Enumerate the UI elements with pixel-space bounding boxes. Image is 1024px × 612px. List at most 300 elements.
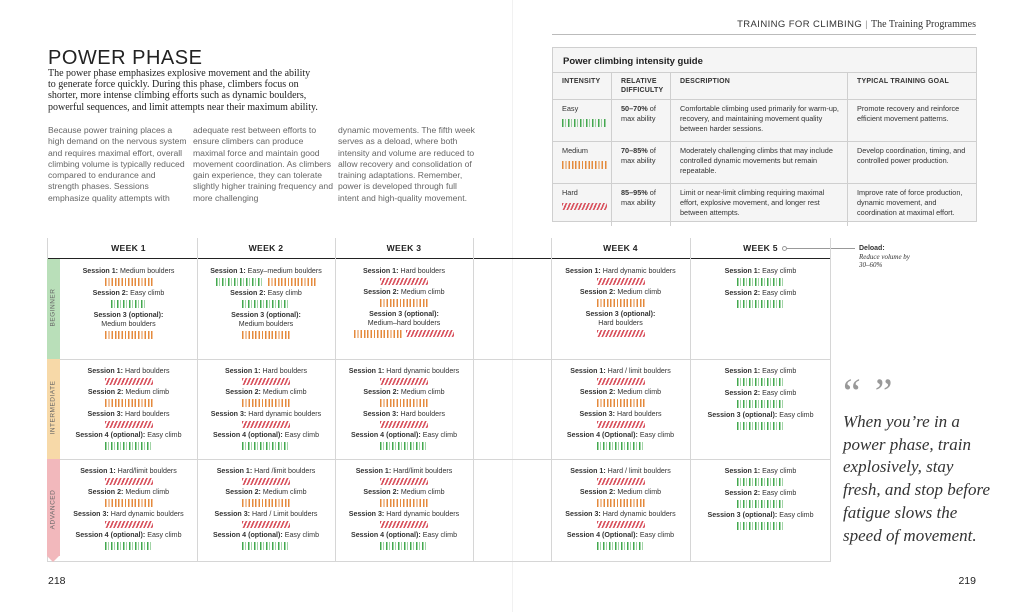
session-text xyxy=(565,510,675,519)
hard-intensity-bar xyxy=(380,521,428,528)
session-text xyxy=(88,388,169,397)
session-intensity-bars xyxy=(597,297,645,310)
page-number-left: 218 xyxy=(48,575,66,587)
session-text xyxy=(80,467,177,476)
medium-intensity-bar xyxy=(268,278,316,286)
medium-intensity-bar xyxy=(354,330,402,338)
session-text xyxy=(213,531,319,540)
schedule-cell xyxy=(335,267,473,341)
header-description: DESCRIPTION xyxy=(671,73,848,100)
medium-intensity-bar xyxy=(105,399,153,407)
easy-intensity-bar xyxy=(597,442,645,450)
session-intensity-bars xyxy=(597,519,645,531)
session-text xyxy=(225,488,306,497)
session-label: Session 2: xyxy=(87,488,124,496)
session-intensity-bars xyxy=(380,440,428,453)
session-label: Session 2: xyxy=(363,388,399,396)
intensity-name: Easy xyxy=(562,104,579,113)
schedule-cell xyxy=(551,367,690,453)
session-intensity-bars xyxy=(597,397,645,410)
intensity-name: Medium xyxy=(562,146,588,155)
schedule-cell xyxy=(197,267,335,342)
easy-intensity-bar xyxy=(242,542,290,550)
session-detail: Easy climb xyxy=(760,289,797,297)
schedule-cell xyxy=(551,267,690,340)
difficulty-suffix: of max ability xyxy=(621,188,656,207)
hard-intensity-bar xyxy=(597,330,645,337)
session-label: Session 1: xyxy=(724,467,761,475)
session-label: Session 2: xyxy=(363,488,399,496)
session-text xyxy=(725,267,797,276)
session-detail: Hard / limit boulders xyxy=(605,367,671,375)
session-label: Session 2: xyxy=(724,489,761,497)
deload-title: Deload: xyxy=(859,245,885,252)
schedule-column-divider xyxy=(473,238,474,562)
session-detail: Medium climb xyxy=(615,288,662,296)
hard-intensity-bar xyxy=(562,203,607,210)
session-intensity-bars xyxy=(380,276,428,288)
session-detail: Medium climb xyxy=(398,488,445,496)
body-column-3: dynamic movements. The fifth week serves as a deload, where both intensity and volume are reduced to allow recovery and consolidation of training adaptations. Remember, power is developed through full intent and high-quality movement. xyxy=(338,125,475,203)
session-intensity-bars xyxy=(242,329,290,342)
session-text xyxy=(363,267,445,276)
header-rule xyxy=(552,34,976,35)
hard-intensity-bar xyxy=(380,478,428,485)
session-text xyxy=(87,410,169,419)
session-detail: Medium climb xyxy=(123,488,170,496)
session-intensity-bars xyxy=(111,298,147,311)
medium-intensity-bar xyxy=(562,161,607,169)
session-detail: Medium climb xyxy=(615,488,662,496)
hard-intensity-bar xyxy=(380,278,428,285)
session-label: Session 2: xyxy=(225,388,261,396)
session-text xyxy=(349,510,459,519)
session-intensity-bars xyxy=(105,419,153,431)
medium-intensity-bar xyxy=(380,499,428,507)
session-detail: Hard boulders xyxy=(614,410,662,418)
session-label: Session 1: xyxy=(216,467,253,475)
session-intensity-bars xyxy=(737,476,785,489)
session-text xyxy=(363,410,445,419)
description-cell: Comfortable climbing used primarily for warm-up, recovery, and maintaining movement quality between harder sessions. xyxy=(671,100,848,142)
session-label: Session 3: xyxy=(214,510,251,518)
session-intensity-bars xyxy=(737,298,785,311)
session-detail: Easy–medium boulders xyxy=(245,267,322,275)
session-label: Session 1: xyxy=(570,367,606,375)
session-label: Session 3: xyxy=(565,510,601,518)
difficulty-suffix: of max ability xyxy=(621,146,656,165)
page-number-right: 219 xyxy=(958,575,976,587)
session-detail: Easy climb xyxy=(145,531,182,539)
session-label: Session 3: xyxy=(579,410,615,418)
session-detail: Easy climb xyxy=(760,267,797,275)
session-detail: Hard dynamic boulders xyxy=(600,510,676,518)
session-intensity-bars xyxy=(105,376,153,388)
session-text xyxy=(725,367,797,376)
session-intensity-bars xyxy=(597,276,645,288)
session-intensity-bars xyxy=(597,419,645,431)
session-intensity-bars xyxy=(105,329,153,342)
session-text xyxy=(580,488,661,497)
session-intensity-bars xyxy=(380,519,428,531)
schedule-top-rule xyxy=(47,258,831,259)
intensity-guide-header-row xyxy=(553,73,976,100)
medium-intensity-bar xyxy=(597,499,645,507)
schedule-row-divider xyxy=(47,561,831,562)
session-intensity-bars xyxy=(242,298,290,311)
session-text xyxy=(211,410,321,419)
running-head xyxy=(737,19,976,30)
quote-marks-icon: “ ” xyxy=(843,370,895,415)
session-label: Session 1: xyxy=(565,267,601,275)
session-detail: Hard boulders xyxy=(398,267,445,275)
easy-intensity-bar xyxy=(737,378,785,386)
session-detail: Easy climb xyxy=(760,367,797,375)
session-text xyxy=(213,431,319,440)
easy-intensity-bar xyxy=(380,542,428,550)
easy-intensity-bar xyxy=(105,442,153,450)
session-text xyxy=(725,289,797,298)
week-header: WEEK 4 xyxy=(603,243,638,253)
schedule-cell xyxy=(690,467,831,533)
level-label-beginner: BEGINNER xyxy=(49,288,57,327)
intro-paragraph: The power phase emphasizes explosive movement and the ability to generate force quickly. During this phase, climbers focus on shorter, more intense climbing efforts such as dynamic boulders, powerful sequences, and limit attempts near their maximum ability. xyxy=(48,68,318,113)
session-label: Session 3: xyxy=(87,410,123,418)
session-text xyxy=(567,531,674,540)
hard-intensity-bar xyxy=(105,378,153,385)
schedule-row-divider xyxy=(47,459,831,460)
easy-intensity-bar xyxy=(380,442,428,450)
medium-intensity-bar xyxy=(242,499,290,507)
session-intensity-bars xyxy=(105,497,153,510)
session-intensity-bars xyxy=(242,419,290,431)
medium-intensity-bar xyxy=(380,299,428,307)
session-text xyxy=(225,388,306,397)
session-text xyxy=(565,267,675,276)
session-intensity-bars xyxy=(105,276,153,289)
schedule-row-divider xyxy=(47,359,831,360)
session-text xyxy=(725,389,797,398)
session-label: Session 2: xyxy=(579,288,616,296)
session-detail: Medium climb xyxy=(123,388,170,396)
session-intensity-bars xyxy=(105,476,153,488)
session-intensity-bars xyxy=(105,519,153,531)
session-text xyxy=(725,467,797,476)
session-detail-line: Medium boulders xyxy=(238,320,294,328)
week-header: WEEK 5 xyxy=(743,243,778,253)
header-intensity: INTENSITY xyxy=(553,73,612,100)
medium-intensity-bar xyxy=(380,399,428,407)
session-detail: Easy climb xyxy=(282,531,320,539)
level-band-arrow xyxy=(47,556,59,562)
easy-intensity-bar xyxy=(242,442,290,450)
schedule-cell xyxy=(690,367,831,433)
session-text xyxy=(230,289,302,298)
medium-intensity-bar xyxy=(105,499,153,507)
hard-intensity-bar xyxy=(380,378,428,385)
session-label: Session 1: xyxy=(224,367,261,375)
session-text xyxy=(369,310,439,319)
session-detail: Hard boulders xyxy=(122,410,170,418)
easy-intensity-bar xyxy=(597,542,645,550)
easy-intensity-bar xyxy=(737,400,785,408)
session-text xyxy=(570,467,671,476)
hard-intensity-bar xyxy=(597,421,645,428)
difficulty-percent: 85–95% xyxy=(621,188,648,197)
session-text xyxy=(93,289,165,298)
session-text xyxy=(225,367,307,376)
session-intensity-bars xyxy=(380,419,428,431)
schedule-cell xyxy=(335,467,473,553)
session-label: Session 3 (optional): xyxy=(93,311,164,319)
session-intensity-bars xyxy=(380,297,428,310)
session-intensity-bars xyxy=(380,476,428,488)
level-label-intermediate: INTERMEDIATE xyxy=(49,380,57,435)
session-detail: Hard dynamic boulders xyxy=(384,367,460,375)
easy-intensity-bar xyxy=(216,278,264,286)
session-intensity-bars xyxy=(737,498,785,511)
easy-intensity-bar xyxy=(737,278,785,286)
easy-intensity-bar xyxy=(737,500,785,508)
session-label: Session 3: xyxy=(210,410,247,418)
hard-intensity-bar xyxy=(597,378,645,385)
session-label: Session 4 (optional): xyxy=(212,531,283,539)
session-intensity-bars xyxy=(242,497,290,510)
session-detail: Hard dynamic boulders xyxy=(600,267,676,275)
session-intensity-bars xyxy=(242,519,290,531)
easy-intensity-bar xyxy=(111,300,147,308)
session-label: Session 3 (optional): xyxy=(707,411,778,419)
session-label: Session 2: xyxy=(724,389,761,397)
session-intensity-bars xyxy=(597,476,645,488)
session-label: Session 2: xyxy=(579,488,616,496)
session-detail: Easy climb xyxy=(637,431,675,439)
hard-intensity-bar xyxy=(242,478,290,485)
hard-intensity-bar xyxy=(105,478,153,485)
schedule-cell xyxy=(551,467,690,553)
intensity-guide-row xyxy=(553,100,976,142)
weekly-schedule xyxy=(47,238,831,562)
session-label: Session 1: xyxy=(87,367,123,375)
session-text xyxy=(83,267,175,276)
session-text xyxy=(75,431,181,440)
session-detail: Medium climb xyxy=(260,488,307,496)
description-cell: Moderately challenging climbs that may include controlled dynamic movements but remain repeatable. xyxy=(671,142,848,184)
session-text xyxy=(725,489,797,498)
session-intensity-bars xyxy=(737,376,785,389)
easy-intensity-bar xyxy=(737,300,785,308)
week-header: WEEK 2 xyxy=(248,243,284,253)
session-text xyxy=(567,431,674,440)
intensity-guide-panel xyxy=(552,47,977,222)
session-intensity-bars xyxy=(242,397,290,410)
session-detail: Hard dynamic boulders xyxy=(108,510,184,518)
session-label: Session 2: xyxy=(92,289,129,297)
medium-intensity-bar xyxy=(242,331,290,339)
intensity-guide-table xyxy=(553,72,976,226)
session-label: Session 2: xyxy=(230,289,266,297)
session-intensity-bars xyxy=(597,497,645,510)
session-text xyxy=(351,531,457,540)
intensity-guide-row xyxy=(553,142,976,184)
session-detail: Easy climb xyxy=(420,531,458,539)
session-label: Session 1: xyxy=(724,367,761,375)
deload-text: Reduce volume by 30–60% xyxy=(859,253,910,269)
session-intensity-bars xyxy=(737,276,785,289)
session-label: Session 4 (optional): xyxy=(75,431,146,439)
session-text xyxy=(215,510,318,519)
session-label: Session 1: xyxy=(210,267,246,275)
session-detail: Hard /limit boulders xyxy=(252,467,316,475)
session-text xyxy=(73,510,183,519)
level-label-advanced: ADVANCED xyxy=(49,489,57,529)
session-text xyxy=(586,310,656,319)
session-label: Session 1: xyxy=(80,467,116,475)
medium-intensity-bar xyxy=(597,299,645,307)
pull-quote: When you’re in a power phase, train explosively, stay fresh, and stop before fatigue slows the speed of movement. xyxy=(843,412,991,545)
session-detail: Easy climb xyxy=(637,531,675,539)
session-label: Session 3 (optional): xyxy=(707,511,778,519)
running-head-sub: The Training Programmes xyxy=(871,19,976,30)
running-head-section: TRAINING FOR CLIMBING xyxy=(737,19,863,30)
session-detail: Hard / limit boulders xyxy=(605,467,671,475)
schedule-cell xyxy=(197,367,335,453)
difficulty-cell xyxy=(612,100,671,142)
session-label: Session 3 (optional): xyxy=(585,310,656,318)
session-intensity-bars xyxy=(380,497,428,510)
session-text xyxy=(356,467,453,476)
goal-cell: Develop coordination, timing, and controlled power production. xyxy=(848,142,977,184)
hard-intensity-bar xyxy=(105,421,153,428)
medium-intensity-bar xyxy=(597,399,645,407)
session-label: Session 3: xyxy=(362,410,399,418)
session-intensity-bars xyxy=(354,328,454,341)
session-label: Session 2: xyxy=(724,289,761,297)
session-detail: Easy climb xyxy=(282,431,320,439)
session-text xyxy=(363,488,444,497)
header-difficulty: RELATIVE DIFFICULTY xyxy=(612,73,671,100)
schedule-cell xyxy=(60,467,197,553)
session-text xyxy=(579,410,661,419)
easy-intensity-bar xyxy=(737,522,785,530)
session-intensity-bars xyxy=(380,397,428,410)
session-text xyxy=(231,311,301,320)
session-label: Session 1: xyxy=(362,267,399,275)
session-detail: Easy climb xyxy=(128,289,165,297)
session-detail: Easy climb xyxy=(760,389,797,397)
easy-intensity-bar xyxy=(562,119,607,127)
week-header: WEEK 3 xyxy=(386,243,422,253)
running-head-divider: | xyxy=(865,19,868,30)
hard-intensity-bar xyxy=(105,521,153,528)
session-detail: Hard boulders xyxy=(122,367,170,375)
intensity-bar-slot xyxy=(562,203,607,211)
session-text xyxy=(570,367,671,376)
goal-cell: Promote recovery and reinforce efficient movement patterns. xyxy=(848,100,977,142)
session-label: Session 1: xyxy=(570,467,606,475)
hard-intensity-bar xyxy=(242,378,290,385)
session-label: Session 1: xyxy=(355,467,392,475)
hard-intensity-bar xyxy=(406,330,454,337)
description-cell: Limit or near-limit climbing requiring maximal effort, explosive movement, and longer rest between attempts. xyxy=(671,184,848,226)
session-detail: Hard / Limit boulders xyxy=(250,510,318,518)
easy-intensity-bar xyxy=(737,422,785,430)
intensity-bar-slot xyxy=(562,161,607,169)
schedule-cell xyxy=(60,367,197,453)
session-text xyxy=(363,388,444,397)
intensity-guide-title: Power climbing intensity guide xyxy=(563,56,703,67)
session-detail-line: Medium boulders xyxy=(101,320,156,328)
intensity-cell xyxy=(553,100,612,142)
hard-intensity-bar xyxy=(597,521,645,528)
session-intensity-bars xyxy=(242,476,290,488)
medium-intensity-bar xyxy=(105,278,153,286)
session-intensity-bars xyxy=(242,440,290,453)
difficulty-suffix: of max ability xyxy=(621,104,656,123)
session-detail: Easy climb xyxy=(777,411,814,419)
header-goal: TYPICAL TRAINING GOAL xyxy=(848,73,977,100)
session-detail: Hard boulders xyxy=(260,367,307,375)
session-detail: Medium climb xyxy=(398,388,445,396)
difficulty-percent: 70–85% xyxy=(621,146,648,155)
difficulty-percent: 50–70% xyxy=(621,104,648,113)
schedule-cell xyxy=(690,267,831,311)
session-text xyxy=(707,511,813,520)
intensity-guide-row xyxy=(553,184,976,226)
goal-cell: Improve rate of force production, dynamic movement, and coordination at maximal effort. xyxy=(848,184,977,226)
session-text xyxy=(351,431,457,440)
hard-intensity-bar xyxy=(597,478,645,485)
session-detail: Medium climb xyxy=(398,288,445,296)
session-intensity-bars xyxy=(105,440,153,453)
session-intensity-bars xyxy=(216,276,316,289)
schedule-cell xyxy=(60,267,197,342)
session-text xyxy=(88,488,169,497)
session-detail: Easy climb xyxy=(420,431,458,439)
session-intensity-bars xyxy=(380,376,428,388)
session-label: Session 3: xyxy=(73,510,109,518)
easy-intensity-bar xyxy=(242,300,290,308)
session-detail: Easy climb xyxy=(145,431,182,439)
session-detail-line: Medium–hard boulders xyxy=(367,319,441,327)
body-column-1: Because power training places a high demand on the nervous system and requires maximal effort, overall climbing volume is typically reduced compared to endurance and strength phases. Sessions emphasize quality attempts with xyxy=(48,125,187,203)
session-label: Session 4 (Optional): xyxy=(566,531,638,539)
session-text xyxy=(210,267,322,276)
session-text xyxy=(87,367,169,376)
session-label: Session 3: xyxy=(348,510,385,518)
session-label: Session 1: xyxy=(82,267,119,275)
session-text xyxy=(94,311,164,320)
session-detail: Easy climb xyxy=(760,489,797,497)
difficulty-cell xyxy=(612,142,671,184)
hard-intensity-bar xyxy=(242,421,290,428)
session-intensity-bars xyxy=(242,376,290,388)
difficulty-cell xyxy=(612,184,671,226)
session-detail: Hard/limit boulders xyxy=(115,467,177,475)
session-intensity-bars xyxy=(242,540,290,553)
week-header: WEEK 1 xyxy=(111,243,146,253)
deload-note xyxy=(859,245,915,270)
session-label: Session 4 (optional): xyxy=(350,531,421,539)
easy-intensity-bar xyxy=(105,542,153,550)
session-detail: Hard dynamic boulders xyxy=(246,410,322,418)
session-intensity-bars xyxy=(597,376,645,388)
intensity-bar-slot xyxy=(562,119,607,127)
medium-intensity-bar xyxy=(105,331,153,339)
session-detail: Easy climb xyxy=(265,289,302,297)
session-label: Session 3 (optional): xyxy=(231,311,301,319)
session-label: Session 2: xyxy=(363,288,399,296)
